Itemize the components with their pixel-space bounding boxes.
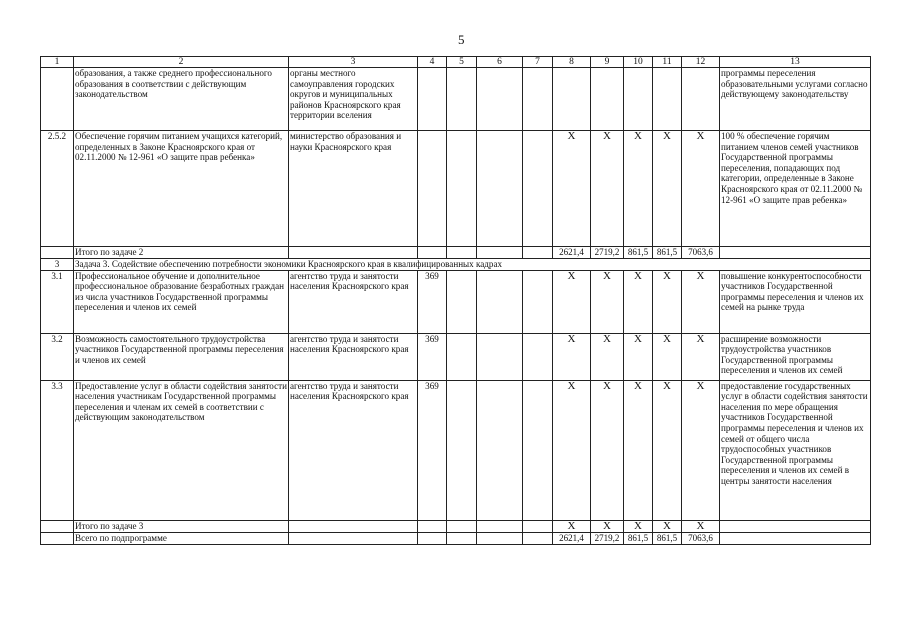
program-table: [40, 56, 871, 545]
column-number: 1: [41, 57, 74, 68]
total-value: X: [591, 520, 624, 532]
value-cell: X: [624, 380, 653, 520]
grand-total-row: [41, 532, 871, 544]
value-cell: X: [591, 380, 624, 520]
executor-cell: агентство труда и занятости населения Красноярского края: [289, 380, 418, 520]
value-cell: X: [553, 380, 591, 520]
measure-cell: образования, а также среднего профессионального образования в соответствии с действующим законодательством: [74, 68, 289, 131]
column-number: 10: [624, 57, 653, 68]
value-cell: X: [682, 270, 720, 333]
column-number: 6: [477, 57, 523, 68]
total-value: 861,5: [653, 247, 682, 259]
total-label: Итого по задаче 3: [74, 520, 289, 532]
row-number: 3.3: [41, 380, 74, 520]
column-number: 11: [653, 57, 682, 68]
table-row: [41, 68, 871, 131]
total-row: [41, 520, 871, 532]
table-row: [41, 380, 871, 520]
column-number: 12: [682, 57, 720, 68]
page-number: 5: [458, 32, 465, 47]
total-value: X: [553, 520, 591, 532]
column-number: 8: [553, 57, 591, 68]
column-number: 3: [289, 57, 418, 68]
executor-cell: агентство труда и занятости населения Красноярского края: [289, 270, 418, 333]
total-value: 861,5: [624, 247, 653, 259]
total-value: 2621,4: [553, 247, 591, 259]
table-row: [41, 131, 871, 247]
measure-cell: Профессиональное обучение и дополнительное профессиональное образование безработных граждан из числа участников Государственной программы переселения и членов их семей: [74, 270, 289, 333]
value-cell: X: [653, 333, 682, 380]
row-number: 3.2: [41, 333, 74, 380]
total-row: [41, 247, 871, 259]
column-number: 5: [447, 57, 477, 68]
value-cell: X: [653, 270, 682, 333]
value-cell: X: [553, 270, 591, 333]
result-cell: расширение возможности трудоустройства участников Государственной программы переселения и членов их семей: [720, 333, 871, 380]
code-cell: 369: [418, 380, 447, 520]
total-value: 2719,2: [591, 247, 624, 259]
code-cell: 369: [418, 270, 447, 333]
value-cell: X: [624, 131, 653, 247]
value-cell: X: [591, 333, 624, 380]
value-cell: X: [553, 333, 591, 380]
grand-total-value: 2719,2: [591, 532, 624, 544]
grand-total-value: 7063,6: [682, 532, 720, 544]
grand-total-label: Всего по подпрограмме: [74, 532, 289, 544]
value-cell: X: [682, 380, 720, 520]
value-cell: X: [591, 131, 624, 247]
value-cell: X: [591, 270, 624, 333]
measure-cell: Возможность самостоятельного трудоустройства участников Государственной программы переселения и членов их семей: [74, 333, 289, 380]
value-cell: X: [682, 131, 720, 247]
task-row: [41, 259, 871, 271]
value-cell: X: [653, 131, 682, 247]
grand-total-value: 2621,4: [553, 532, 591, 544]
total-value: X: [653, 520, 682, 532]
total-value: 7063,6: [682, 247, 720, 259]
code-cell: 369: [418, 333, 447, 380]
value-cell: X: [624, 333, 653, 380]
table-row: [41, 270, 871, 333]
result-cell: 100 % обеспечение горячим питанием членов семей участников Государственной программы переселения, попадающих под категории, определенные в Законе Красноярского края от 02.11.2000 № 12-961 «О защите прав ребенка»: [720, 131, 871, 247]
table-row: [41, 333, 871, 380]
executor-cell: министерство образования и науки Красноярского края: [289, 131, 418, 247]
result-cell: предоставление государственных услуг в области содействия занятости населения по мере обращения участников Государственной программы переселения и членов их семей от общего числа трудоспособных участников Государственной программы переселения и членов их семей в центры занятости населения: [720, 380, 871, 520]
task-number: 3: [41, 259, 74, 271]
column-number: 7: [523, 57, 553, 68]
result-cell: программы переселения образовательными услугами согласно действующему законодательству: [720, 68, 871, 131]
value-cell: X: [682, 333, 720, 380]
task-title: Задача 3. Содействие обеспечению потребности экономики Красноярского края в квалифицированных кадрах: [75, 259, 503, 269]
column-number: 13: [720, 57, 871, 68]
measure-cell: Предоставление услуг в области содействия занятости населения участникам Государственной программы переселения и членам их семей в соответствии с действующим законодательством: [74, 380, 289, 520]
total-value: X: [682, 520, 720, 532]
executor-cell: агентство труда и занятости населения Красноярского края: [289, 333, 418, 380]
column-number: 2: [74, 57, 289, 68]
column-number: 9: [591, 57, 624, 68]
value-cell: X: [553, 131, 591, 247]
grand-total-value: 861,5: [624, 532, 653, 544]
executor-cell: органы местного самоуправления городских округов и муниципальных районов Красноярского края территории вселения: [289, 68, 418, 131]
result-cell: повышение конкурентоспособности участников Государственной программы переселения и членов их семей на рынке труда: [720, 270, 871, 333]
total-value: X: [624, 520, 653, 532]
row-number: 3.1: [41, 270, 74, 333]
value-cell: X: [624, 270, 653, 333]
measure-cell: Обеспечение горячим питанием учащихся категорий, определенных в Законе Красноярского края от 02.11.2000 № 12-961 «О защите прав ребенка»: [74, 131, 289, 247]
row-number: 2.5.2: [41, 131, 74, 247]
grand-total-value: 861,5: [653, 532, 682, 544]
total-label: Итого по задаче 2: [74, 247, 289, 259]
value-cell: X: [653, 380, 682, 520]
column-number: 4: [418, 57, 447, 68]
column-number-row: [41, 57, 871, 68]
